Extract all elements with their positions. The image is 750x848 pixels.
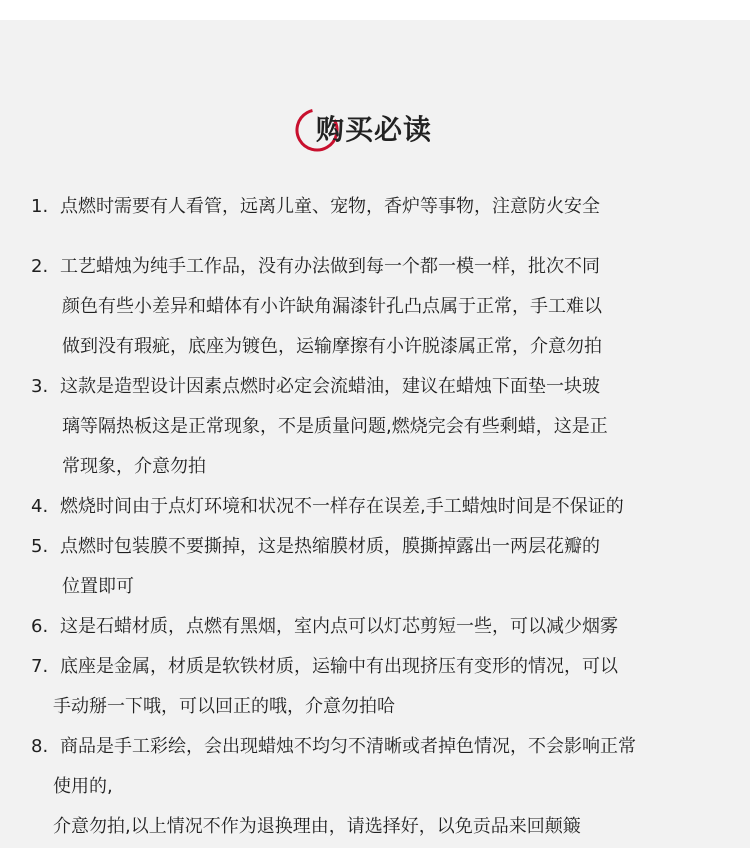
item-text: 点燃时包装膜不要撕掉，这是热缩膜材质，膜撕掉露出一两层花瓣的 [60, 536, 600, 557]
item-text: 工艺蜡烛为纯手工作品，没有办法做到每一个都一模一样，批次不同 [60, 256, 600, 277]
item-continuation: 介意勿拍,以上情况不作为退换理由，请选择好，以免贡品来回颠簸 [53, 816, 581, 837]
notice-item-6 [31, 615, 618, 639]
page-title [292, 100, 472, 160]
item-number: 4. [31, 496, 49, 517]
item-text: 燃烧时间由于点灯环境和状况不一样存在误差,手工蜡烛时间是不保证的 [60, 496, 624, 517]
item-number: 6. [31, 616, 49, 637]
item-continuation: 位置即可 [62, 576, 134, 597]
notice-item-2 [31, 255, 600, 279]
notice-item-1 [31, 195, 600, 219]
item-number: 8. [31, 736, 49, 757]
notice-item-8 [31, 735, 636, 759]
notice-item-4 [31, 495, 624, 519]
item-number: 2. [31, 256, 49, 277]
notice-panel [0, 20, 750, 848]
item-number: 1. [31, 196, 49, 217]
notice-item-3 [31, 375, 600, 399]
item-text: 底座是金属，材质是软铁材质，运输中有出现挤压有变形的情况，可以 [60, 656, 618, 677]
item-continuation: 常现象，介意勿拍 [62, 456, 206, 477]
page-title-text: 购买必读 [316, 113, 433, 146]
item-continuation: 颜色有些小差异和蜡体有小许缺角漏漆针孔凸点属于正常，手工难以 [62, 296, 602, 317]
item-continuation: 璃等隔热板这是正常现象，不是质量问题,燃烧完会有些剩蜡，这是正 [62, 416, 608, 437]
notice-item-7 [31, 655, 618, 679]
item-continuation: 手动掰一下哦，可以回正的哦，介意勿拍哈 [53, 696, 395, 717]
item-text: 这款是造型设计因素点燃时必定会流蜡油，建议在蜡烛下面垫一块玻 [60, 376, 600, 397]
item-text: 商品是手工彩绘，会出现蜡烛不均匀不清晰或者掉色情况，不会影响正常 [60, 736, 636, 757]
item-continuation: 做到没有瑕疵，底座为镀色，运输摩擦有小许脱漆属正常，介意勿拍 [62, 336, 602, 357]
item-number: 7. [31, 656, 49, 677]
notice-item-5 [31, 535, 600, 559]
item-continuation: 使用的, [53, 776, 113, 797]
item-text: 点燃时需要有人看管，远离儿童、宠物，香炉等事物，注意防火安全 [60, 196, 600, 217]
item-text: 这是石蜡材质，点燃有黑烟，室内点可以灯芯剪短一些，可以减少烟雾 [60, 616, 618, 637]
item-number: 3. [31, 376, 49, 397]
item-number: 5. [31, 536, 49, 557]
